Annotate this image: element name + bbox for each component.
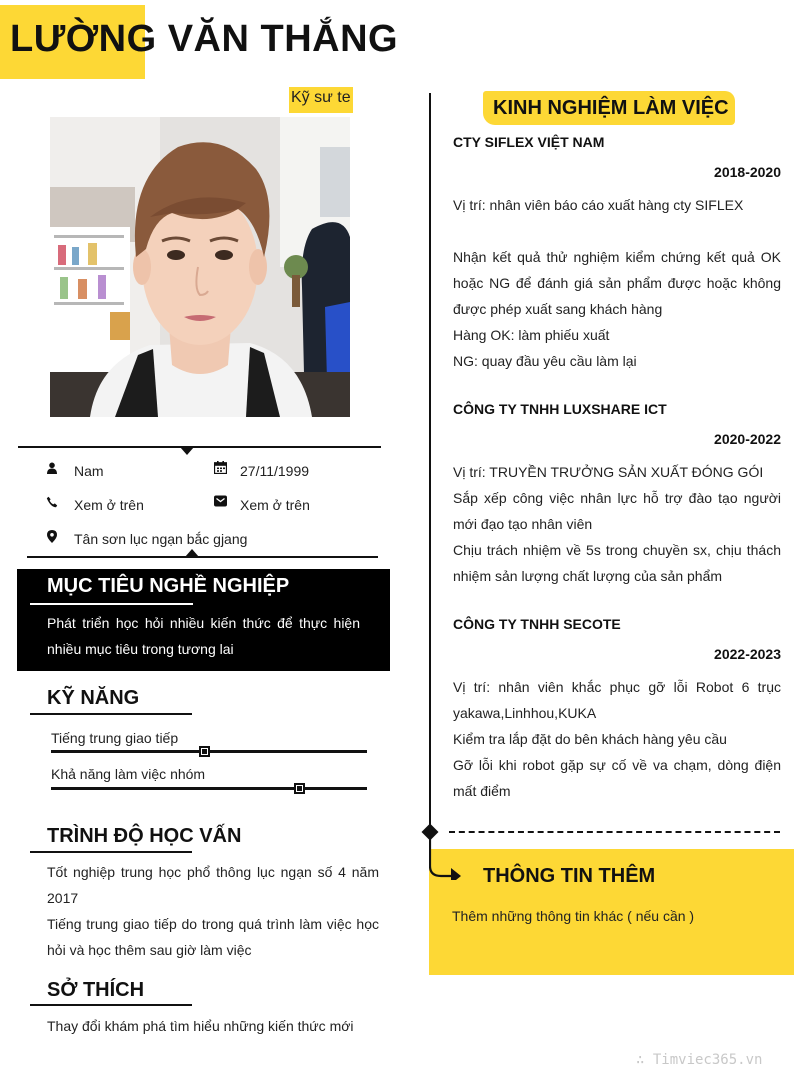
extra-info-text: Thêm những thông tin khác ( nếu cần ) xyxy=(452,908,695,924)
skill-slider-knob[interactable] xyxy=(199,746,210,757)
job-description: Nhận kết quả thử nghiệm kiểm chứng kết quả OK hoặc NG để đánh giá sản phẩm được hoặc không được phép xuất sang khách hàng xyxy=(453,249,781,317)
skill-label: Khả năng làm việc nhóm xyxy=(51,766,206,782)
birthdate-value: 27/11/1999 xyxy=(240,463,310,479)
job-position: Vị trí: TRUYỀN TRƯỞNG SẢN XUẤT ĐÓNG GÓI xyxy=(453,464,764,480)
profile-photo xyxy=(50,117,350,417)
job-description: Kiểm tra lắp đặt do bên khách hàng yêu cầu xyxy=(453,731,727,747)
extra-info-title: THÔNG TIN THÊM xyxy=(483,865,656,887)
gender-value: Nam xyxy=(74,463,104,479)
dashed-divider xyxy=(449,831,780,833)
company-name: CÔNG TY TNHH SECOTE xyxy=(453,616,621,632)
job-position: Vị trí: nhân viên báo cáo xuất hàng cty SIFLEX xyxy=(453,197,744,213)
objective-text: Phát triển học hỏi nhiều kiến thức để thực hiện nhiều mục tiêu trong tương lai xyxy=(47,615,360,657)
objective-title: MỤC TIÊU NGHỀ NGHIỆP xyxy=(47,575,290,597)
hobbies-title: SỞ THÍCH xyxy=(47,979,145,1001)
job-period: 2022-2023 xyxy=(714,646,781,662)
skill-label: Tiếng trung giao tiếp xyxy=(51,730,179,746)
job-description: Gỡ lỗi khi robot gặp sự cố về va chạm, dòng điện mất điểm xyxy=(453,757,781,799)
education-line: Tốt nghiệp trung học phổ thông lục ngạn số 4 năm 2017 xyxy=(47,864,379,906)
info-top-divider xyxy=(18,446,381,448)
education-title: TRÌNH ĐỘ HỌC VẤN xyxy=(47,825,242,847)
phone-value[interactable]: Xem ở trên xyxy=(74,497,144,513)
user-icon xyxy=(45,462,59,476)
company-name: CÔNG TY TNHH LUXSHARE ICT xyxy=(453,401,667,417)
objective-underline xyxy=(30,603,193,605)
hobbies-text: Thay đổi khám phá tìm hiểu những kiến thức mới xyxy=(47,1018,354,1034)
education-underline xyxy=(30,851,192,853)
skills-title: KỸ NĂNG xyxy=(47,687,140,709)
info-bottom-divider xyxy=(27,556,378,558)
job-description: NG: quay đầu yêu cầu làm lại xyxy=(453,353,637,369)
job-description: Hàng OK: làm phiếu xuất xyxy=(453,327,610,343)
calendar-icon xyxy=(213,461,227,475)
profile-photo-image xyxy=(50,117,350,417)
timeline-line xyxy=(429,93,431,833)
skill-slider-knob[interactable] xyxy=(294,783,305,794)
education-line: Tiếng trung giao tiếp do trong quá trình làm việc học hỏi và học thêm sau giờ làm việc xyxy=(47,916,379,958)
job-position: Vị trí: nhân viên khắc phục gỡ lỗi Robot 6 trục yakawa,Linhhou,KUKA xyxy=(453,679,781,721)
location-pin-icon xyxy=(45,530,59,544)
watermark: ∴ Timviec365.vn xyxy=(636,1052,763,1068)
divider-arrow-down xyxy=(180,447,194,455)
phone-icon xyxy=(45,496,59,510)
experience-title: KINH NGHIỆM LÀM VIỆC xyxy=(493,97,729,119)
job-period: 2018-2020 xyxy=(714,164,781,180)
curved-arrow-icon xyxy=(429,836,463,880)
skill-slider-track xyxy=(51,787,367,790)
job-title: Kỹ sư te xyxy=(289,87,353,113)
divider-arrow-up xyxy=(185,549,199,557)
job-description: Sắp xếp công việc nhân lực hỗ trợ đào tạo người mới đạo tạo nhân viên xyxy=(453,490,781,532)
hobbies-underline xyxy=(30,1004,192,1006)
address-value: Tân sơn lục ngạn bắc gjang xyxy=(74,531,248,547)
company-name: CTY SIFLEX VIỆT NAM xyxy=(453,134,605,150)
email-icon xyxy=(213,495,227,509)
email-value[interactable]: Xem ở trên xyxy=(240,497,310,513)
skills-underline xyxy=(30,713,192,715)
job-period: 2020-2022 xyxy=(714,431,781,447)
candidate-name: LƯỜNG VĂN THẮNG xyxy=(10,18,399,60)
job-description: Chịu trách nhiệm về 5s trong chuyền sx, chịu thách nhiệm sản lượng chất lượng của sản phẩm xyxy=(453,542,781,584)
